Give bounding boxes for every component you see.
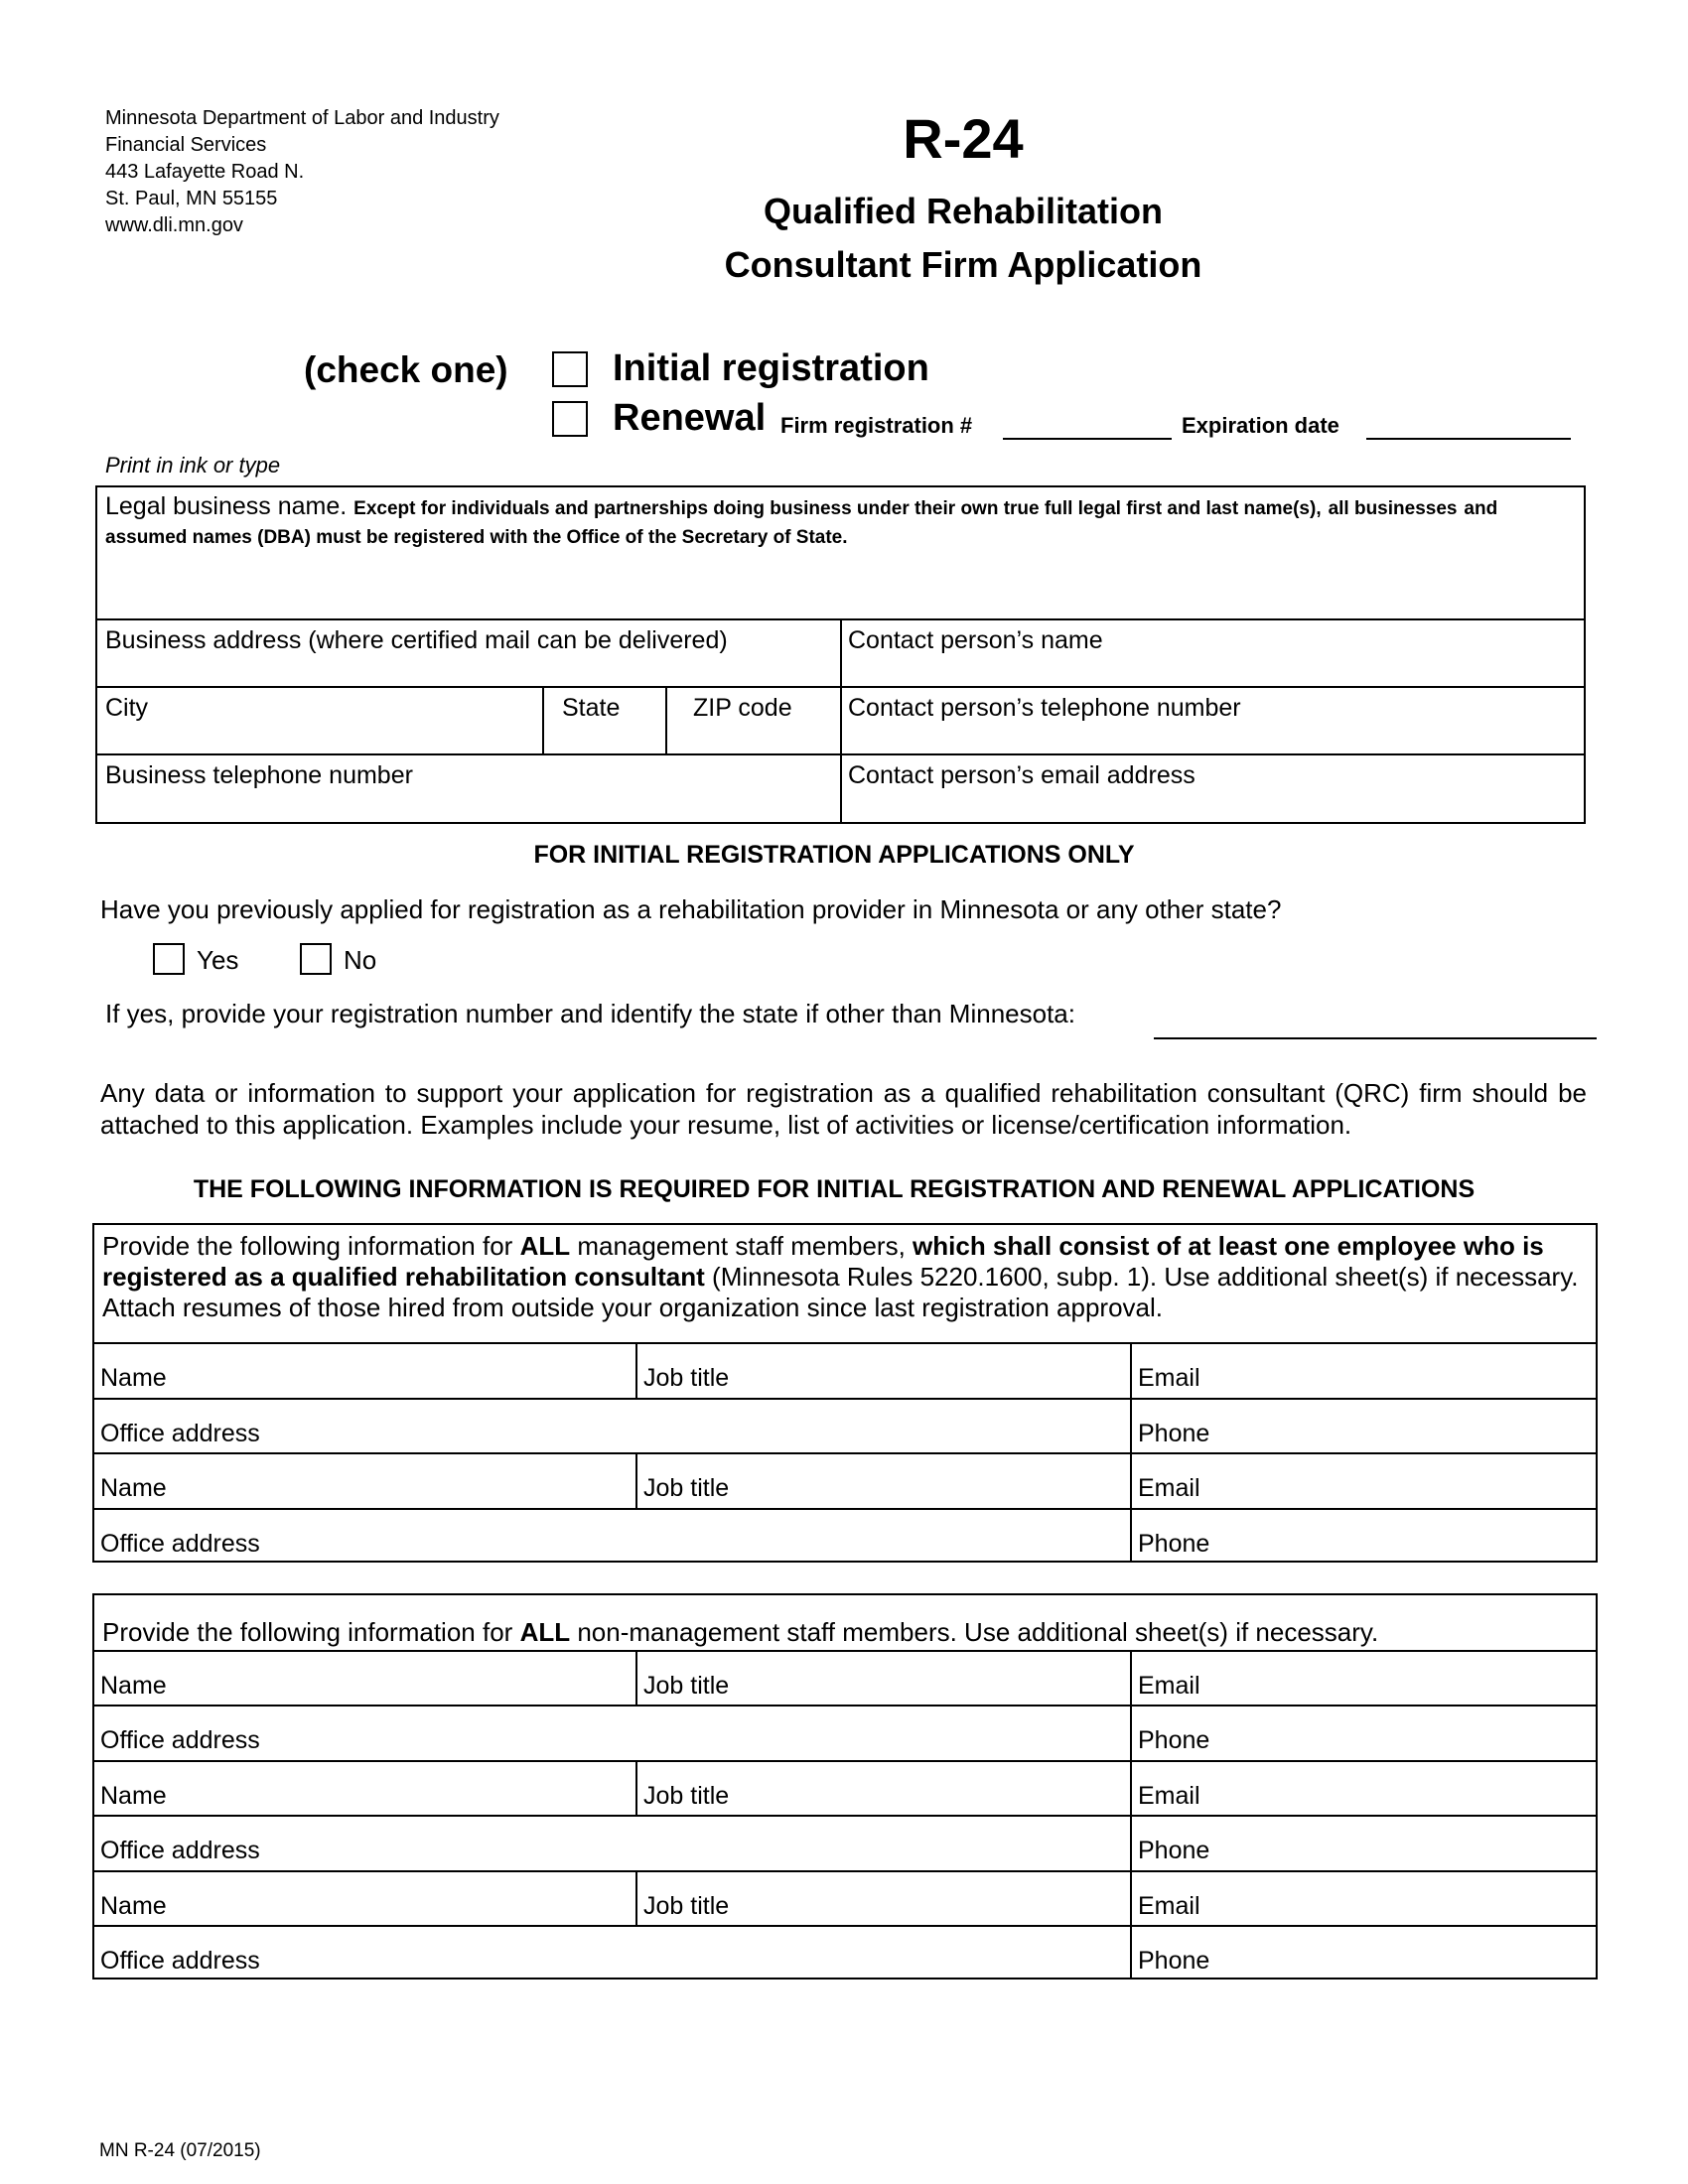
- management-intro: (Minnesota Rules 5220.1600, subp. 1). Use additional sheet(s) if necessary. Attach resumes of those hired from outside your organization since last registration approval.: [102, 1262, 1579, 1322]
- expiration-date-field[interactable]: [1366, 438, 1571, 440]
- agency-website: www.dli.mn.gov: [105, 214, 243, 236]
- if-yes-instruction: If yes, provide your registration number and identify the state if other than Minnesota:: [105, 999, 1075, 1028]
- staff-job-title-label: Job title: [643, 1892, 730, 1920]
- staff-phone-label: Phone: [1138, 1726, 1210, 1754]
- divider: [635, 1650, 637, 1705]
- management-intro-bold: which shall consist of at least one employee who is registered as a qualified rehabilitation consultant: [102, 1231, 1544, 1292]
- divider: [94, 1925, 1596, 1927]
- divider: [635, 1452, 637, 1508]
- legal-business-name-label: Legal business name.: [105, 492, 348, 520]
- staff-email-label: Email: [1138, 1474, 1200, 1502]
- staff-office-address-label: Office address: [100, 1837, 260, 1864]
- management-intro: management staff members,: [577, 1231, 906, 1261]
- staff-office-address-label: Office address: [100, 1947, 260, 1975]
- divider: [94, 1452, 1596, 1454]
- agency-address-block: [105, 105, 499, 239]
- staff-phone-label: Phone: [1138, 1420, 1210, 1447]
- divider: [635, 1760, 637, 1815]
- staff-office-address-label: Office address: [100, 1726, 260, 1754]
- staff-name-label: Name: [100, 1892, 167, 1920]
- previous-application-question: Have you previously applied for registration as a rehabilitation provider in Minnesota or any other state?: [100, 894, 1282, 924]
- staff-email-label: Email: [1138, 1892, 1200, 1920]
- divider: [94, 1870, 1596, 1872]
- non-management-intro: Provide the following information for: [102, 1617, 513, 1647]
- check-one-prompt: (check one): [304, 349, 508, 390]
- staff-office-address-label: Office address: [100, 1530, 260, 1558]
- firm-registration-label: Firm registration #: [780, 413, 973, 438]
- divider: [1130, 1650, 1132, 1978]
- staff-office-address-label: Office address: [100, 1420, 260, 1447]
- divider: [665, 686, 667, 753]
- agency-street: 443 Lafayette Road N.: [105, 161, 305, 183]
- management-intro-all: ALL: [519, 1231, 571, 1261]
- staff-name-label: Name: [100, 1782, 167, 1810]
- non-management-intro-all: ALL: [519, 1617, 571, 1647]
- initial-registration-label: Initial registration: [613, 347, 929, 389]
- legal-business-name-note: Except for individuals and partnerships doing business under their own true full legal first and last name(s),: [353, 498, 1322, 519]
- staff-job-title-label: Job title: [643, 1474, 730, 1502]
- print-note: Print in ink or type: [105, 453, 281, 478]
- staff-job-title-label: Job title: [643, 1782, 730, 1810]
- divider: [94, 1760, 1596, 1762]
- legal-business-name-field[interactable]: [105, 493, 1575, 551]
- legal-business-name-note-bold: all businesses: [1328, 498, 1458, 519]
- expiration-date-label: Expiration date: [1182, 413, 1339, 438]
- contact-name-label: Contact person’s name: [848, 626, 1103, 654]
- zip-code-label: ZIP code: [693, 694, 792, 722]
- divider: [94, 1815, 1596, 1817]
- renewal-label: Renewal: [613, 397, 767, 439]
- staff-phone-label: Phone: [1138, 1947, 1210, 1975]
- form-title: [635, 185, 1291, 292]
- divider: [1130, 1342, 1132, 1561]
- divider: [840, 618, 842, 822]
- state-label: State: [562, 694, 621, 722]
- city-label: City: [105, 694, 149, 722]
- staff-name-label: Name: [100, 1672, 167, 1700]
- staff-job-title-label: Job title: [643, 1364, 730, 1392]
- divider: [94, 1705, 1596, 1706]
- management-intro: Provide the following information for: [102, 1231, 513, 1261]
- staff-email-label: Email: [1138, 1782, 1200, 1810]
- management-staff-table: [92, 1223, 1598, 1563]
- initial-section-heading: FOR INITIAL REGISTRATION APPLICATIONS ONLY: [533, 841, 1135, 869]
- yes-checkbox[interactable]: [153, 943, 185, 975]
- non-management-instructions: [102, 1616, 1588, 1648]
- supporting-information-text: Any data or information to support your application for registration as a qualified rehabilitation consultant (QRC) firm should be attached to this application. Examples include your resume, list of activities or license/certification information.: [100, 1078, 1587, 1140]
- no-checkbox[interactable]: [300, 943, 332, 975]
- staff-name-label: Name: [100, 1364, 167, 1392]
- agency-city: St. Paul, MN 55155: [105, 188, 278, 209]
- form-number: R-24: [903, 107, 1024, 170]
- divider: [635, 1870, 637, 1925]
- agency-name: Minnesota Department of Labor and Industry: [105, 107, 499, 129]
- agency-division: Financial Services: [105, 134, 267, 156]
- divider: [635, 1342, 637, 1398]
- divider: [94, 1342, 1596, 1344]
- previous-registration-field[interactable]: [1154, 1037, 1597, 1039]
- staff-phone-label: Phone: [1138, 1837, 1210, 1864]
- contact-phone-label: Contact person’s telephone number: [848, 694, 1241, 722]
- yes-label: Yes: [197, 945, 239, 975]
- contact-email-label: Contact person’s email address: [848, 761, 1196, 789]
- initial-registration-checkbox[interactable]: [552, 351, 588, 387]
- business-address-label: Business address (where certified mail can be delivered): [105, 626, 728, 654]
- staff-name-label: Name: [100, 1474, 167, 1502]
- legal-business-name-note-bold: and assumed names (DBA) must be registered with the Office of the Secretary of State.: [105, 498, 1498, 548]
- divider: [94, 1650, 1596, 1652]
- staff-phone-label: Phone: [1138, 1530, 1210, 1558]
- form-footer: MN R-24 (07/2015): [99, 2140, 261, 2161]
- non-management-staff-table: [92, 1593, 1598, 1979]
- no-label: No: [344, 945, 377, 975]
- renewal-checkbox[interactable]: [552, 401, 588, 437]
- staff-email-label: Email: [1138, 1364, 1200, 1392]
- staff-email-label: Email: [1138, 1672, 1200, 1700]
- firm-registration-field[interactable]: [1003, 438, 1172, 440]
- form-title-line1: Qualified Rehabilitation: [763, 191, 1164, 231]
- business-info-box: [95, 485, 1586, 824]
- staff-job-title-label: Job title: [643, 1672, 730, 1700]
- form-title-line2: Consultant Firm Application: [724, 244, 1202, 285]
- management-instructions: [102, 1231, 1588, 1323]
- divider: [94, 1398, 1596, 1400]
- business-phone-label: Business telephone number: [105, 761, 413, 789]
- divider: [94, 1508, 1596, 1510]
- non-management-intro: non-management staff members. Use additional sheet(s) if necessary.: [577, 1617, 1379, 1647]
- required-section-heading: THE FOLLOWING INFORMATION IS REQUIRED FOR INITIAL REGISTRATION AND RENEWAL APPLICATIONS: [193, 1175, 1476, 1203]
- divider: [542, 686, 544, 753]
